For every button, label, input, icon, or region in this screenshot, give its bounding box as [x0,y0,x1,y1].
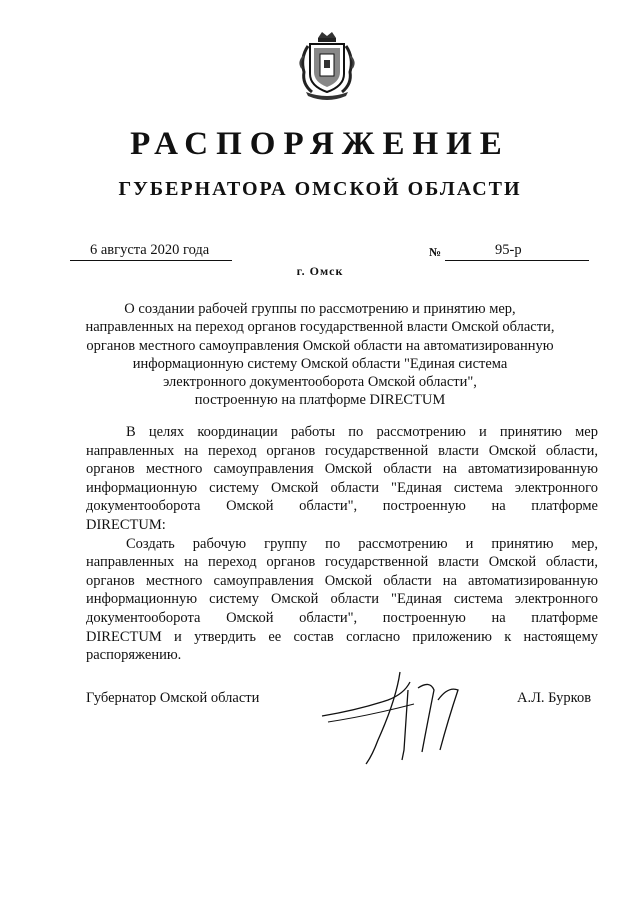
paragraph-line: В целях координации работы по рассмотрению и принятию мер [126,424,598,440]
paragraph-line: информационную систему Омской области "Единая система электронного [86,479,598,496]
handwritten-signature [318,660,478,770]
paragraph-line: DIRECTUM: [86,516,166,533]
signatory-position: Губернатор Омской области [86,690,260,706]
document-title: РАСПОРЯЖЕНИЕ [130,126,510,162]
paragraph-line: Создать рабочую группу по рассмотрению и принятию мер, [126,535,598,552]
document-number: 95-р [495,242,522,258]
paragraph-line: распоряжению. [86,647,182,664]
subject-line: органов местного самоуправления Омской области на автоматизированную [86,337,554,354]
city-label: г. Омск [296,264,344,278]
document-subtitle: ГУБЕРНАТОРА ОМСКОЙ ОБЛАСТИ [118,178,522,200]
subject-line: О создании рабочей группы по рассмотрению и принятию мер, [124,301,516,317]
subject-line: построенную на платформе DIRECTUM [194,392,446,409]
signatory-name: А.Л. Бурков [517,690,592,706]
paragraph-line: направленных на переход органов государственной власти Омской области, [86,442,598,459]
paragraph-line: документооборота Омской области", построенную на платформе [86,498,598,515]
paragraph-line: информационную систему Омской области "Единая система электронного [86,591,598,608]
number-label: № [429,245,442,259]
subject-line: направленных на переход органов государственной власти Омской области, [85,319,555,336]
paragraph-line: органов местного самоуправления Омской области на автоматизированную [86,572,598,589]
document-date: 6 августа 2020 года [90,242,210,258]
document-number-field [445,242,589,261]
paragraph-line: направленных на переход органов государственной власти Омской области, [86,554,598,571]
paragraph-line: документооборота Омской области", построенную на платформе [86,609,598,626]
subject-line: электронного документооборота Омской области", [163,374,477,391]
paragraph-line: DIRECTUM и утвердить ее состав согласно приложению к настоящему [86,628,598,645]
document-body [86,423,598,665]
coat-of-arms-icon [296,28,358,100]
document-subject [70,300,570,410]
paragraph-line: органов местного самоуправления Омской области на автоматизированную [86,461,598,478]
document-date-field [70,242,232,261]
subject-line: информационную систему Омской области "Единая система [132,355,508,372]
